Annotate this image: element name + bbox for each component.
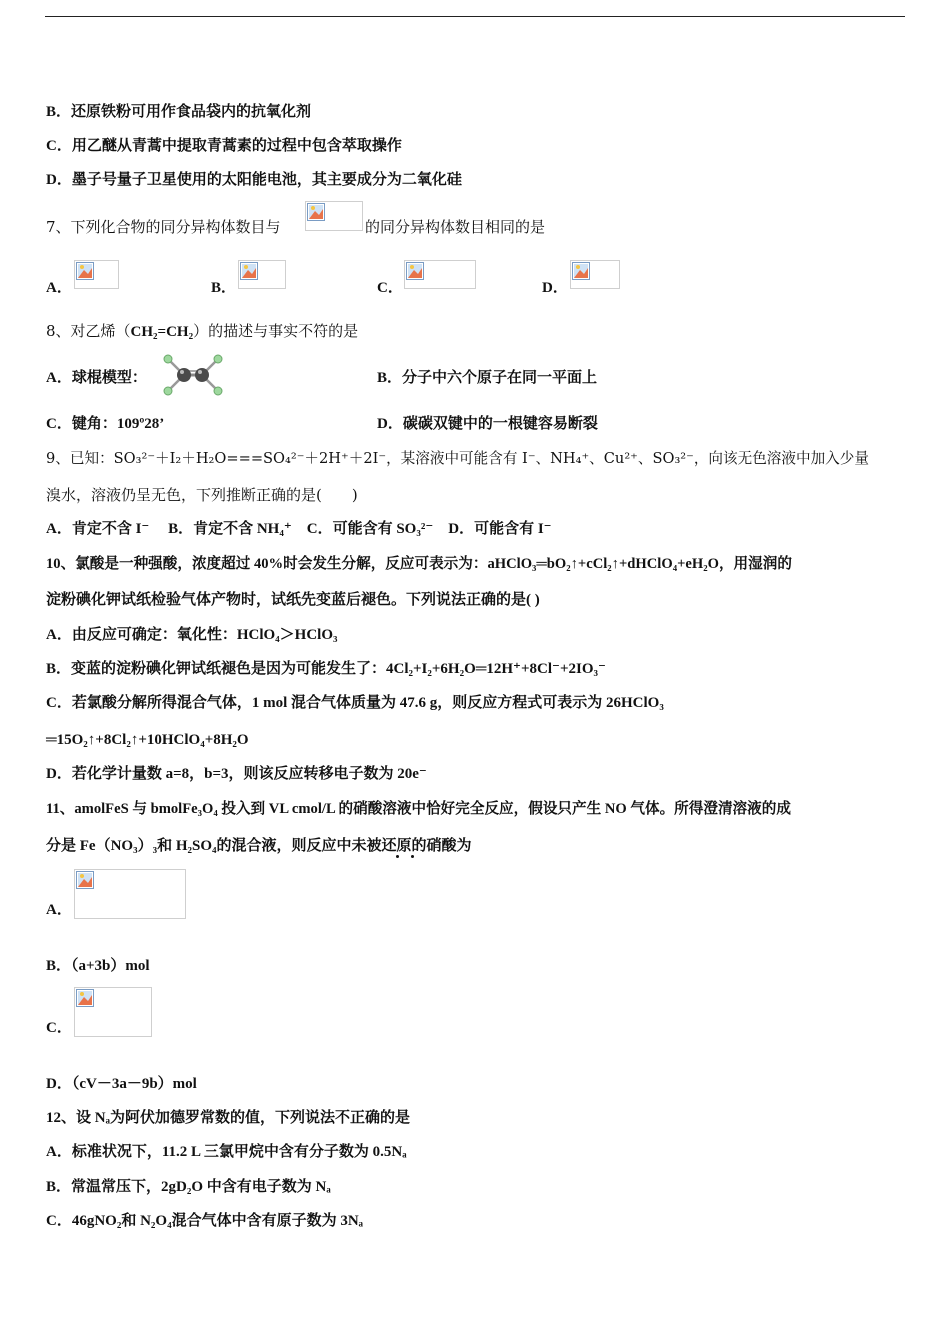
q11-option-c-label: C． [46,1020,72,1036]
broken-image-icon [572,262,590,280]
q7-option-d-image [570,260,620,289]
q11-option-a-label: A． [46,902,72,918]
q7-stem-part2: 的同分异构体数目相同的是 [365,218,546,236]
header-rule [45,16,905,17]
broken-image-icon [76,262,94,280]
q12-stem: 12、设 Nₐ为阿伏加德罗常数的值，下列说法不正确的是 [46,1110,410,1126]
q8-stem-part2: ）的描述与事实不符的是 [193,322,359,340]
broken-image-icon [76,871,94,889]
q8-option-c [46,415,164,433]
q8-option-c-value: 109º28’ [116,416,165,432]
q10-stem-line2: 淀粉碘化钾试纸检验气体产物时，试纸先变蓝后褪色。下列说法正确的是( ) [46,592,540,608]
q7-option-a-image [74,260,119,289]
q9-options: A．肯定不含 I⁻ B．肯定不含 NH₄⁺ C．可能含有 SO₃²⁻ D．可能含有 I⁻ [46,521,552,537]
emphasis-dot [411,855,414,858]
q7-option-b-label: B． [211,280,237,296]
q8-stem [46,322,358,341]
q11-stem-line1: 11、amolFeS 与 bmolFe₃O₄ 投入到 VL cmol/L 的硝酸溶液中恰好完全反应，假设只产生 NO 气体。所得澄清溶液的成 [46,801,791,817]
q10-option-c-line2: ═15O₂↑+8Cl₂↑+10HClO₄+8H₂O [46,732,249,748]
q12-option-a: A．标准状况下，11.2 L 三氯甲烷中含有分子数为 0.5Nₐ [46,1144,407,1160]
q7-stem-image [305,201,363,231]
q11-stem-line2: 分是 Fe（NO₃）₃和 H₂SO₄的混合液，则反应中未被还原的硝酸为 [46,838,472,854]
broken-image-icon [240,262,258,280]
q9-stem-line2: 溴水，溶液仍呈无色，下列推断正确的是( ) [46,486,358,504]
q8-option-a: A．球棍模型： [46,370,147,386]
q12-option-c: C．46gNO₂和 N₂O₄混合气体中含有原子数为 3Nₐ [46,1213,364,1229]
broken-image-icon [406,262,424,280]
q9-stem-line1: 9、已知：SO₃²⁻＋I₂＋H₂O===SO₄²⁻＋2H⁺＋2I⁻，某溶液中可能含有 I⁻、NH₄⁺、Cu²⁺、SO₃²⁻，向该无色溶液中加入少量 [46,450,869,467]
q8-stem-part1: 8、对乙烯（ [46,322,131,340]
q10-option-d: D．若化学计量数 a=8，b=3，则该反应转移电子数为 20e⁻ [46,766,427,782]
q6-option-b: B．还原铁粉可用作食品袋内的抗氧化剂 [46,104,312,120]
q7-option-a-label: A． [46,280,72,296]
q7-option-c-label: C． [377,280,403,296]
emphasis-dot [396,855,399,858]
q8-option-d: D．碳碳双键中的一根键容易断裂 [377,416,598,432]
q7-stem-part1: 7、下列化合物的同分异构体数目与 [46,218,281,236]
q11-option-d: D．（cV－3a－9b）mol [46,1076,197,1092]
q10-stem-line1: 10、氯酸是一种强酸，浓度超过 40%时会发生分解，反应可表示为：aHClO₃═bO₂↑+cCl₂↑+dHClO₄+eH₂O，用湿润的 [46,556,792,572]
q7-option-b-image [238,260,286,289]
broken-image-icon [307,203,325,221]
q7-option-c-image [404,260,476,289]
q11-option-b: B．（a+3b）mol [46,958,150,974]
q10-option-a: A．由反应可确定：氧化性：HClO₄＞HClO₃ [46,627,338,643]
q6-option-d: D．墨子号量子卫星使用的太阳能电池，其主要成分为二氧化硅 [46,172,462,188]
q12-option-b: B．常温常压下，2gD₂O 中含有电子数为 Nₐ [46,1179,331,1195]
q6-option-c: C．用乙醚从青蒿中提取青蒿素的过程中包含萃取操作 [46,138,402,154]
q11-option-a-image [74,869,186,919]
q8-option-b: B．分子中六个原子在同一平面上 [377,370,598,386]
q8-option-c-label: C．键角： [46,416,117,432]
broken-image-icon [76,989,94,1007]
ethylene-ball-stick-model [158,351,228,399]
q7-option-d-label: D． [542,280,568,296]
q8-stem-formula: CH₂=CH₂ [130,324,194,340]
q10-option-c-line1: C．若氯酸分解所得混合气体，1 mol 混合气体质量为 47.6 g，则反应方程式可表示为 26HClO₃ [46,695,664,711]
q11-option-c-image [74,987,152,1037]
q10-option-b: B．变蓝的淀粉碘化钾试纸褪色是因为可能发生了：4Cl₂+I₂+6H₂O═12H⁺+8Cl⁻+2IO₃⁻ [46,661,606,677]
